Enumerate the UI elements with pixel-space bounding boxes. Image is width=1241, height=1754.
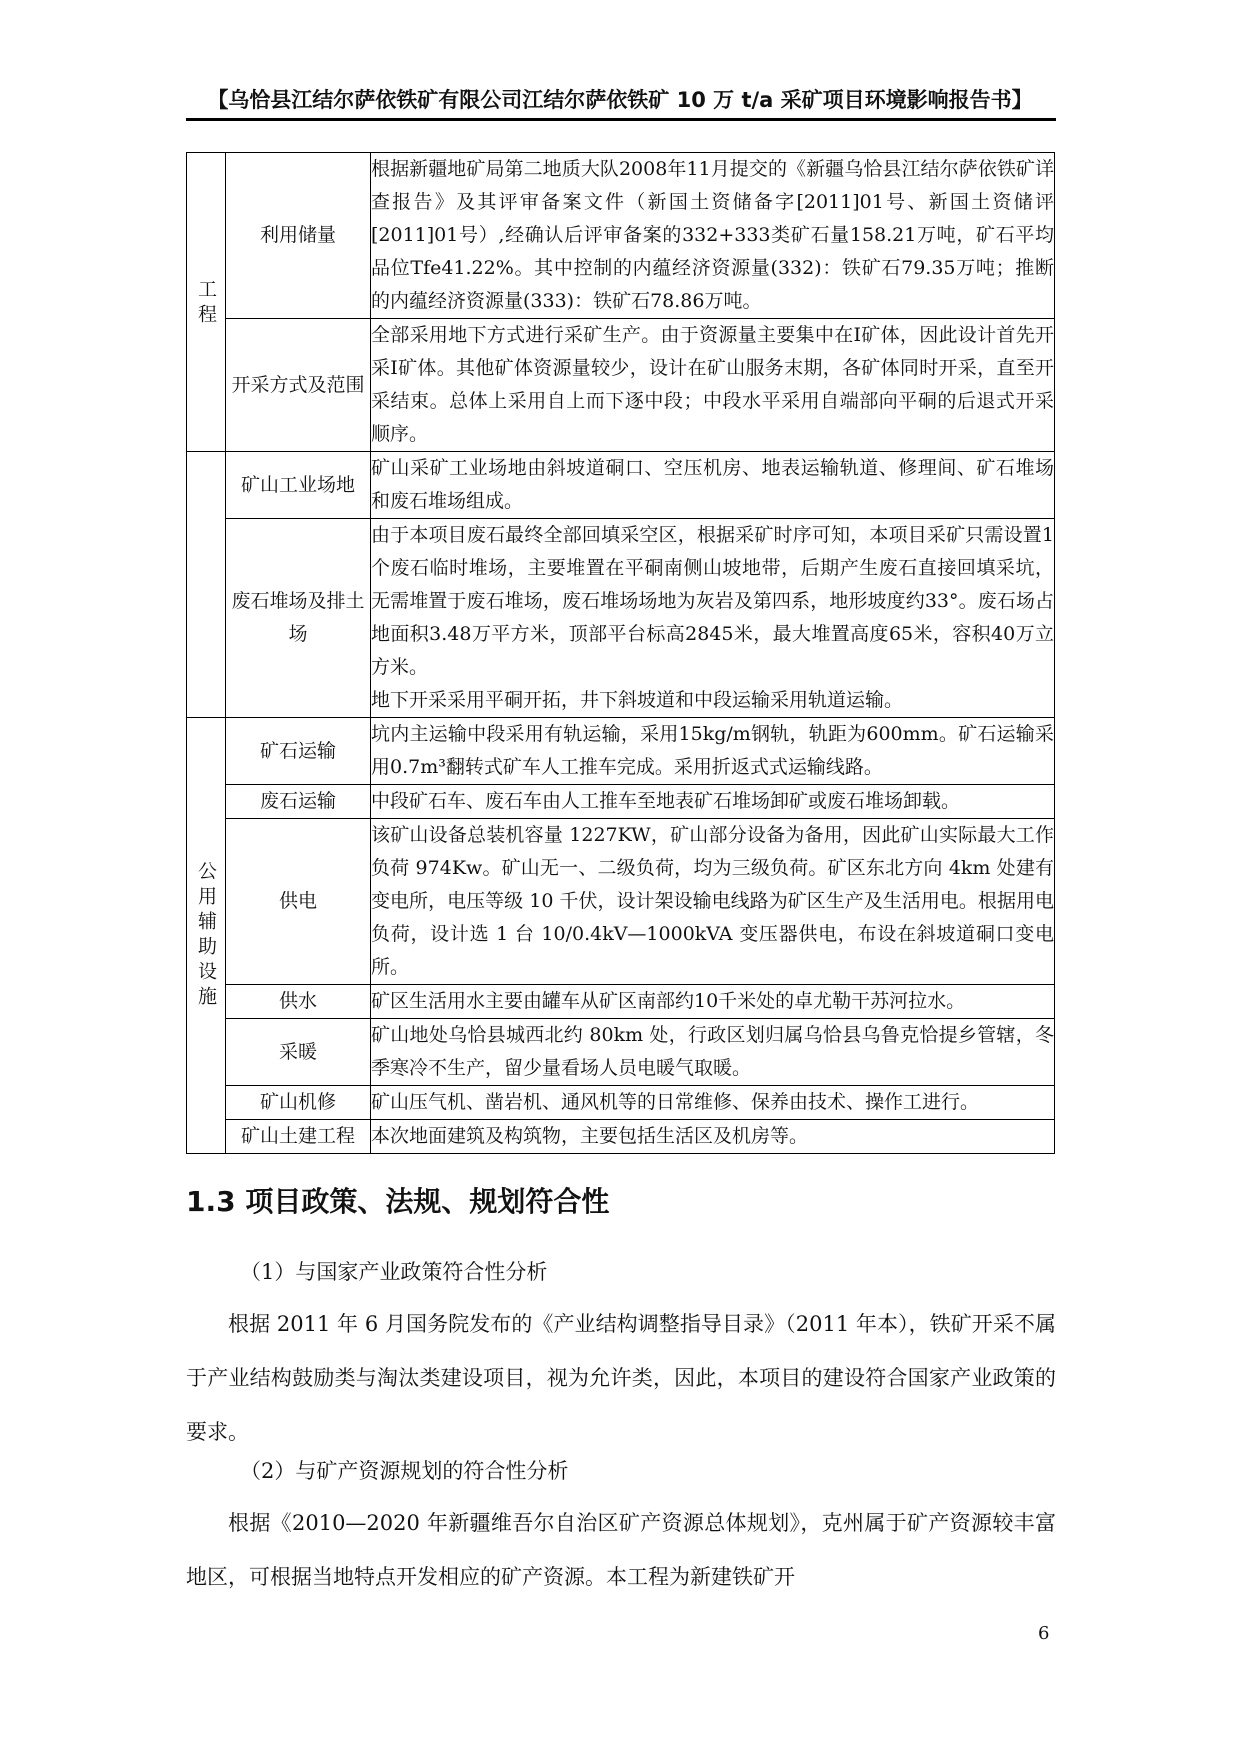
row-desc-part1: 由于本项目废石最终全部回填采空区，根据采矿时序可知，本项目采矿只需设置1个废石临时堆场，主要堆置在平硐南侧山坡地带，后期产生废石直接回填采坑，无需堆置于废石堆场，废石堆场场地为灰岩及第四系，地形坡度约33°。废石场占地面积3.48万平方米，顶部平台标高2845米，最大堆置高度65米，容积40万立方米。 [371,524,1054,678]
row-item: 供电 [226,819,371,985]
row-item: 开采方式及范围 [226,319,371,452]
table-row [187,718,1055,785]
row-item: 采暖 [226,1019,371,1086]
document-header: 【乌恰县江结尔萨依铁矿有限公司江结尔萨依铁矿 10 万 t/a 采矿项目环境影响报告书】 [207,88,1033,112]
category-blank [187,452,226,718]
project-table [186,152,1055,1154]
table-row [187,819,1055,985]
row-item: 矿山工业场地 [226,452,371,519]
row-desc: 根据新疆地矿局第二地质大队2008年11月提交的《新疆乌恰县江结尔萨依铁矿详查报告》及其评审备案文件（新国土资储备字[2011]01号、新国土资储评[2011]01号）,经确认后评审备案的332+333类矿石量158.21万吨，矿石平均品位Tfe41.22%。其中控制的内蕴经济资源量(332)：铁矿石79.35万吨；推断的内蕴经济资源量(333)：铁矿石78.86万吨。 [371,153,1055,319]
row-desc: 全部采用地下方式进行采矿生产。由于资源量主要集中在Ⅰ矿体，因此设计首先开采Ⅰ矿体。其他矿体资源量较少，设计在矿山服务末期，各矿体同时开采，直至开采结束。总体上采用自上而下逐中段；中段水平采用自端部向平硐的后退式开采顺序。 [371,319,1055,452]
row-desc: 矿区生活用水主要由罐车从矿区南部约10千米处的卓尤勒干苏河拉水。 [371,985,1055,1019]
table-row [187,985,1055,1019]
row-desc: 该矿山设备总装机容量 1227KW，矿山部分设备为备用，因此矿山实际最大工作负荷 974Kw。矿山无一、二级负荷，均为三级负荷。矿区东北方向 4km 处建有变电所，电压等级 10 千伏，设计架设输电线路为矿区生产及生活用电。根据用电负荷，设计选 1 台 10/0.4kV—1000kVA 变压器供电，布设在斜坡道硐口变电所。 [371,819,1055,985]
category-engineering [187,153,226,452]
table-row [187,319,1055,452]
table-row [187,1019,1055,1086]
row-item: 矿石运输 [226,718,371,785]
row-desc [371,519,1055,718]
row-item: 供水 [226,985,371,1019]
table-row [187,519,1055,718]
paragraph-1: 根据 2011 年 6 月国务院发布的《产业结构调整指导目录》（2011 年本），铁矿开采不属于产业结构鼓励类与淘汰类建设项目，视为允许类，因此，本项目的建设符合国家产业政策的要求。 [186,1312,1056,1444]
paragraph-2: 根据《2010—2020 年新疆维吾尔自治区矿产资源总体规划》，克州属于矿产资源较丰富地区，可根据当地特点开发相应的矿产资源。本工程为新建铁矿开 [186,1511,1056,1589]
table-row [187,785,1055,819]
table-row [187,452,1055,519]
table-row [187,153,1055,319]
page-number: 6 [1038,1623,1050,1644]
row-desc-part2: 地下开采采用平硐开拓，井下斜坡道和中段运输采用轨道运输。 [371,689,904,711]
row-desc: 中段矿石车、废石车由人工推车至地表矿石堆场卸矿或废石堆场卸载。 [371,785,1055,819]
category-label: 公用辅助设施 [195,860,217,1011]
row-item: 利用储量 [226,153,371,319]
row-desc: 矿山压气机、凿岩机、通风机等的日常维修、保养由技术、操作工进行。 [371,1086,1055,1120]
row-item: 矿山土建工程 [226,1120,371,1154]
row-item: 废石运输 [226,785,371,819]
row-desc: 矿山采矿工业场地由斜坡道硐口、空压机房、地表运输轨道、修理间、矿石堆场和废石堆场组成。 [371,452,1055,519]
row-desc: 坑内主运输中段采用有轨运输，采用15kg/m钢轨，轨距为600mm。矿石运输采用0.7m³翻转式矿车人工推车完成。采用折返式式运输线路。 [371,718,1055,785]
header-rule [186,118,1056,121]
table-row [187,1120,1055,1154]
subsection-heading-1: （1）与国家产业政策符合性分析 [240,1260,548,1284]
row-item: 废石堆场及排土场 [226,519,371,718]
section-heading: 1.3 项目政策、法规、规划符合性 [186,1185,610,1218]
subsection-heading-2: （2）与矿产资源规划的符合性分析 [240,1459,569,1483]
row-desc: 本次地面建筑及构筑物，主要包括生活区及机房等。 [371,1120,1055,1154]
row-item: 矿山机修 [226,1086,371,1120]
table-row [187,1086,1055,1120]
row-desc: 矿山地处乌恰县城西北约 80km 处，行政区划归属乌恰县乌鲁克恰提乡管辖，冬季寒冷不生产，留少量看场人员电暖气取暖。 [371,1019,1055,1086]
category-utilities [187,718,226,1154]
category-label: 工程 [195,279,217,329]
